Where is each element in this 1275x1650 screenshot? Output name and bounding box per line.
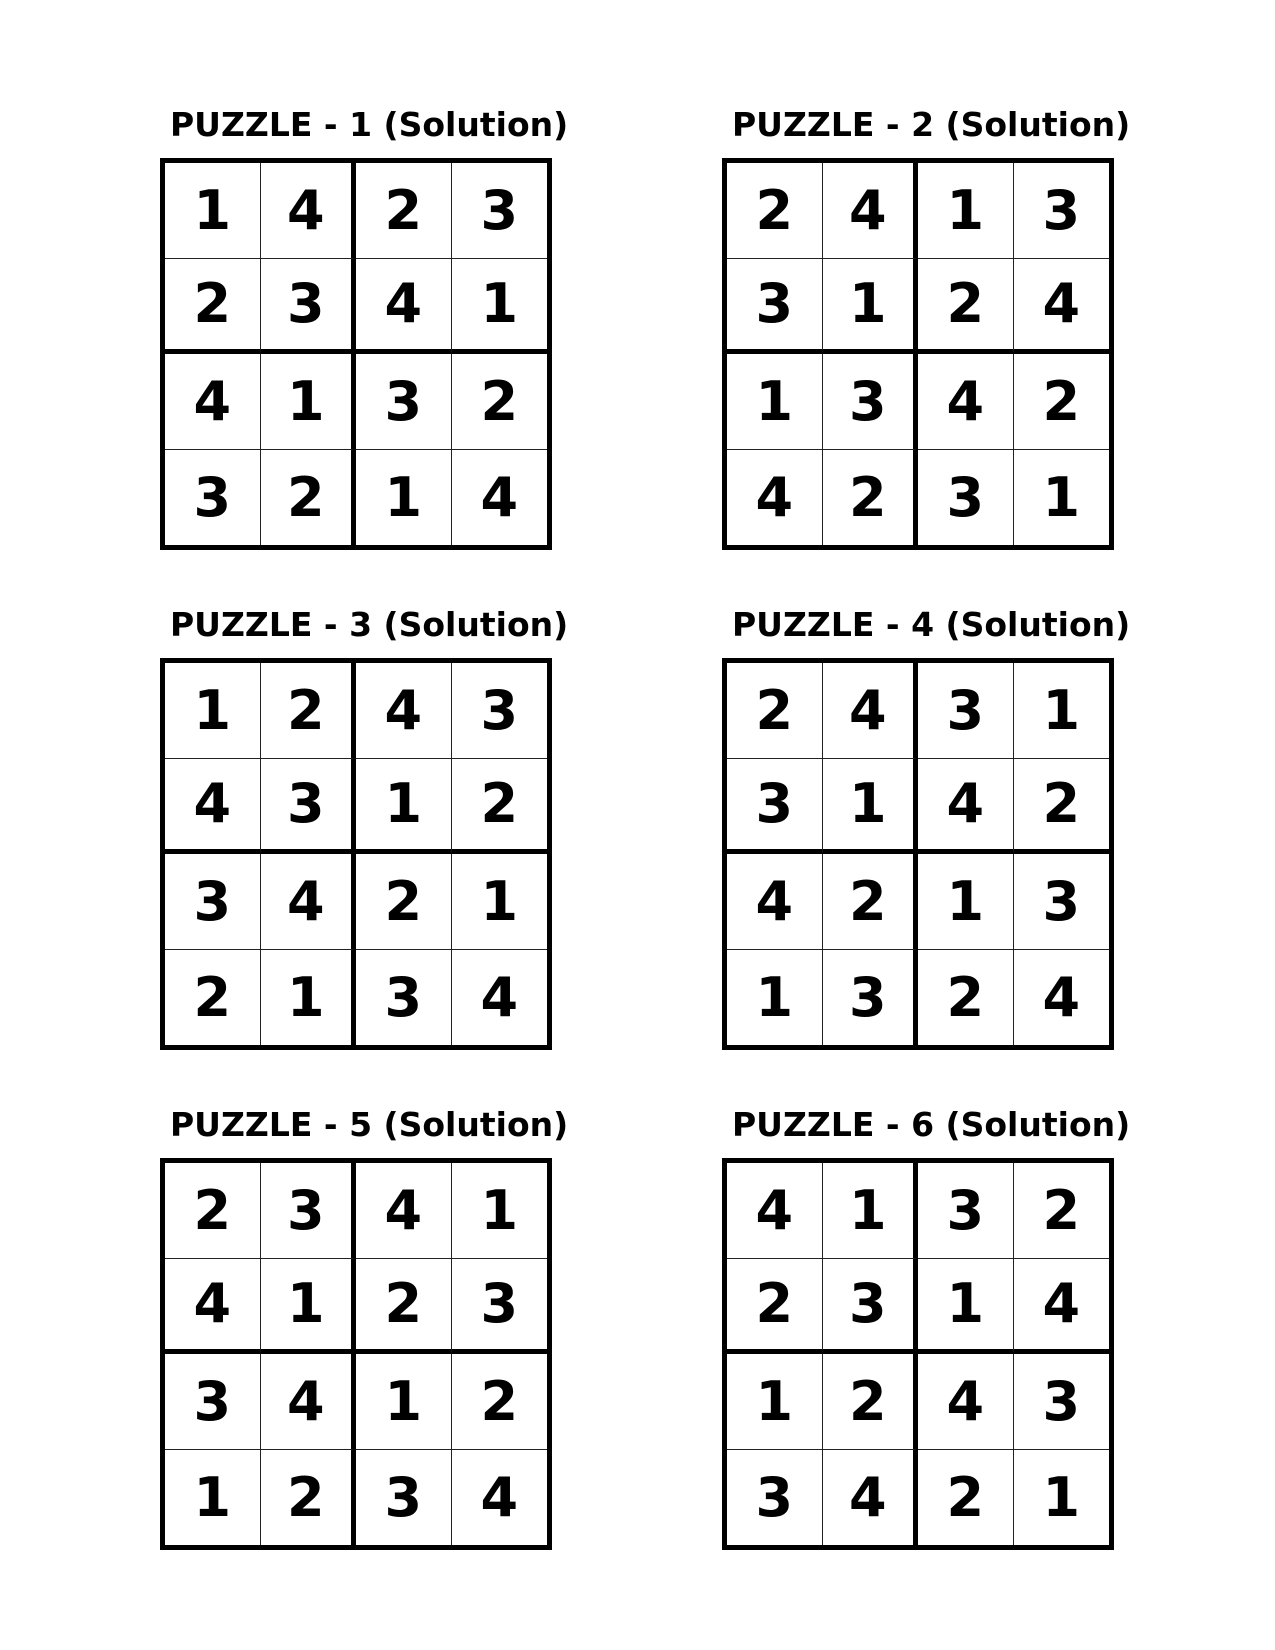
grid-cell: 1 xyxy=(727,354,823,450)
grid-cell: 1 xyxy=(452,1163,548,1259)
grid-cell: 3 xyxy=(261,259,357,355)
grid-cell: 4 xyxy=(356,259,452,355)
grid-cell: 3 xyxy=(356,1450,452,1546)
grid-cell: 2 xyxy=(356,163,452,259)
grid-cell: 4 xyxy=(727,854,823,950)
puzzle-title: PUZZLE - 5 (Solution) xyxy=(170,1105,569,1144)
grid-cell: 4 xyxy=(823,163,919,259)
grid-cell: 1 xyxy=(356,759,452,855)
grid-cell: 2 xyxy=(261,1450,357,1546)
grid-cell: 1 xyxy=(261,950,357,1046)
grid-cell: 3 xyxy=(261,1163,357,1259)
grid-cell: 1 xyxy=(918,1259,1014,1355)
grid-cell: 2 xyxy=(727,163,823,259)
grid-cell: 3 xyxy=(356,950,452,1046)
puzzle-title: PUZZLE - 2 (Solution) xyxy=(732,105,1131,144)
grid-cell: 3 xyxy=(165,1354,261,1450)
grid-cell: 1 xyxy=(823,1163,919,1259)
grid-cell: 1 xyxy=(727,1354,823,1450)
grid-cell: 2 xyxy=(823,450,919,546)
grid-cell: 3 xyxy=(356,354,452,450)
grid-cell: 4 xyxy=(480,465,519,529)
grid-cell: 2 xyxy=(452,1354,548,1450)
grid-cell: 4 xyxy=(727,450,823,546)
grid-cell: 3 xyxy=(727,759,823,855)
sudoku-grid xyxy=(722,658,1114,1050)
grid-cell: 1 xyxy=(727,950,823,1046)
grid-cell: 1 xyxy=(261,1259,357,1355)
grid-cell: 3 xyxy=(918,663,1014,759)
grid-cell: 2 xyxy=(452,759,548,855)
grid-cell: 4 xyxy=(727,1163,823,1259)
grid-cell: 2 xyxy=(823,854,919,950)
grid-cell: 4 xyxy=(918,354,1014,450)
grid-cell: 1 xyxy=(1042,465,1081,529)
grid-cell: 4 xyxy=(918,1354,1014,1450)
grid-cell: 2 xyxy=(823,1354,919,1450)
grid-cell: 2 xyxy=(261,450,357,546)
grid-cell: 1 xyxy=(452,854,548,950)
grid-cell: 4 xyxy=(480,1465,519,1529)
grid-cell: 2 xyxy=(165,950,261,1046)
grid-cell: 4 xyxy=(261,854,357,950)
grid-cell: 4 xyxy=(480,965,519,1029)
grid-cell: 3 xyxy=(1014,854,1110,950)
sudoku-grid xyxy=(722,1158,1114,1550)
grid-cell: 2 xyxy=(727,663,823,759)
grid-cell: 1 xyxy=(261,354,357,450)
grid-cell: 3 xyxy=(823,354,919,450)
grid-cell: 2 xyxy=(1014,1163,1110,1259)
sudoku-grid xyxy=(160,658,552,1050)
grid-cell: 2 xyxy=(165,1163,261,1259)
grid-cell: 3 xyxy=(1014,163,1110,259)
grid-cell: 3 xyxy=(165,854,261,950)
grid-cell: 4 xyxy=(261,163,357,259)
grid-cell: 4 xyxy=(165,759,261,855)
grid-cell: 1 xyxy=(823,259,919,355)
grid-cell: 2 xyxy=(1014,354,1110,450)
grid-cell: 2 xyxy=(356,854,452,950)
grid-cell: 2 xyxy=(452,354,548,450)
grid-cell: 3 xyxy=(452,163,548,259)
grid-cell: 4 xyxy=(1014,259,1110,355)
grid-cell: 4 xyxy=(823,663,919,759)
grid-cell: 2 xyxy=(356,1259,452,1355)
grid-cell: 1 xyxy=(918,854,1014,950)
grid-cell: 1 xyxy=(165,663,261,759)
grid-cell: 1 xyxy=(823,759,919,855)
grid-cell: 4 xyxy=(1014,1259,1110,1355)
grid-cell: 4 xyxy=(918,759,1014,855)
sudoku-grid xyxy=(160,158,552,550)
grid-cell: 3 xyxy=(918,1163,1014,1259)
grid-cell: 4 xyxy=(261,1354,357,1450)
grid-cell: 3 xyxy=(823,1259,919,1355)
grid-cell: 4 xyxy=(356,1163,452,1259)
grid-cell: 2 xyxy=(918,259,1014,355)
grid-cell: 4 xyxy=(1042,965,1081,1029)
grid-cell: 4 xyxy=(165,1259,261,1355)
grid-cell: 2 xyxy=(165,259,261,355)
grid-cell: 1 xyxy=(452,259,548,355)
grid-cell: 3 xyxy=(261,759,357,855)
grid-cell: 1 xyxy=(356,1354,452,1450)
grid-cell: 4 xyxy=(823,1450,919,1546)
grid-cell: 1 xyxy=(165,163,261,259)
grid-cell: 3 xyxy=(1014,1354,1110,1450)
puzzle-title: PUZZLE - 4 (Solution) xyxy=(732,605,1131,644)
grid-cell: 1 xyxy=(1014,663,1110,759)
grid-cell: 4 xyxy=(356,663,452,759)
grid-cell: 2 xyxy=(1014,759,1110,855)
sudoku-grid xyxy=(722,158,1114,550)
puzzle-title: PUZZLE - 3 (Solution) xyxy=(170,605,569,644)
grid-cell: 3 xyxy=(918,450,1014,546)
grid-cell: 1 xyxy=(1042,1465,1081,1529)
grid-cell: 1 xyxy=(918,163,1014,259)
grid-cell: 3 xyxy=(452,1259,548,1355)
sudoku-grid xyxy=(160,1158,552,1550)
grid-cell: 3 xyxy=(823,950,919,1046)
grid-cell: 3 xyxy=(165,450,261,546)
grid-cell: 3 xyxy=(727,1450,823,1546)
grid-cell: 2 xyxy=(727,1259,823,1355)
grid-cell: 2 xyxy=(918,950,1014,1046)
grid-cell: 3 xyxy=(452,663,548,759)
grid-cell: 3 xyxy=(727,259,823,355)
puzzle-title: PUZZLE - 1 (Solution) xyxy=(170,105,569,144)
grid-cell: 1 xyxy=(356,450,452,546)
grid-cell: 4 xyxy=(165,354,261,450)
grid-cell: 2 xyxy=(918,1450,1014,1546)
puzzle-title: PUZZLE - 6 (Solution) xyxy=(732,1105,1131,1144)
grid-cell: 2 xyxy=(261,663,357,759)
grid-cell: 1 xyxy=(165,1450,261,1546)
